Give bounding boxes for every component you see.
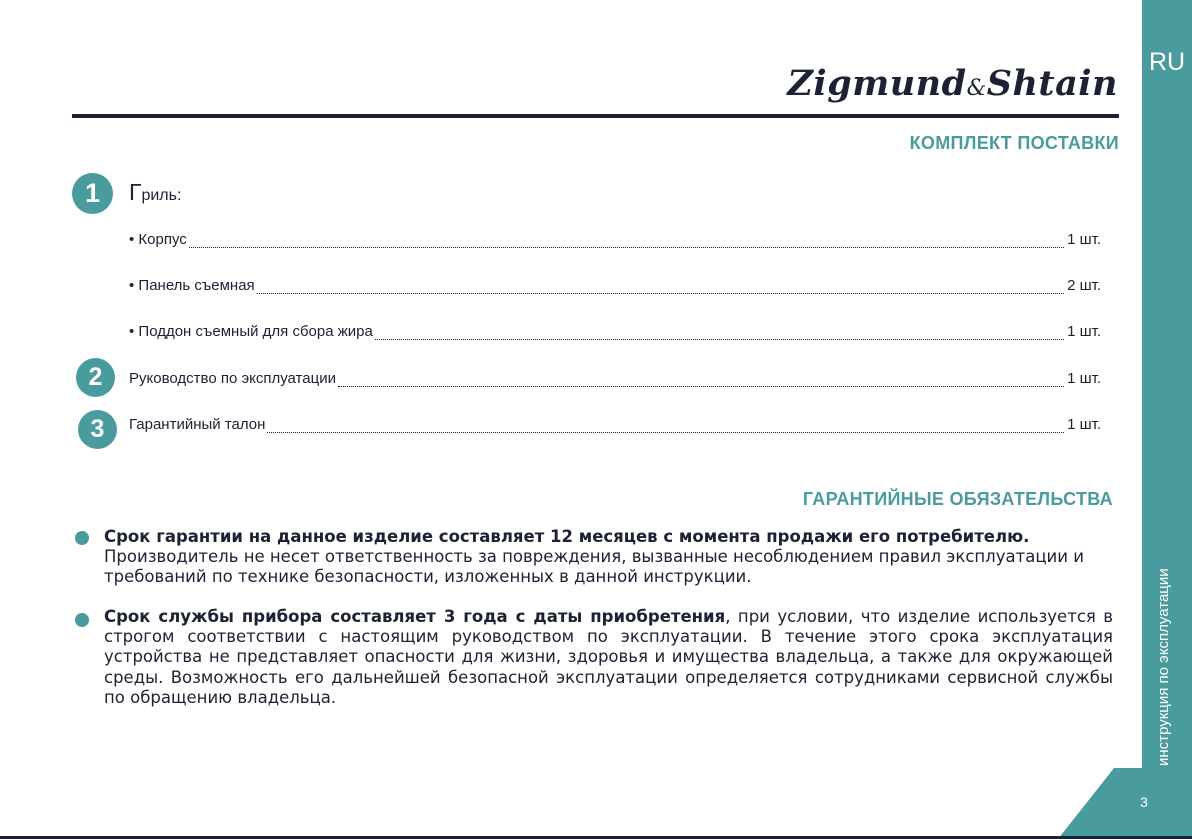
kit-item-qty: 1 шт. [1067,416,1101,433]
kit-subitem-qty: 1 шт. [1067,323,1101,340]
service-life-paragraph-bold: Срок службы прибора составляет 3 года с даты приобретения [104,607,726,626]
kit-subitem-row [129,277,1101,297]
brand-logo-amp: & [966,76,987,101]
kit-subitem-row [129,231,1101,251]
brand-logo [787,63,1118,104]
dot-leader [257,292,1064,294]
kit-subitem-label: • Корпус [129,231,187,248]
kit-item-row [129,416,1101,436]
grill-label-rest: риль: [141,187,182,204]
language-label: RU [1148,48,1186,76]
dot-leader [338,385,1064,387]
page-corner-shape [1058,768,1192,839]
warranty-paragraph [104,527,1113,588]
kit-item-label: Гарантийный талон [129,416,266,433]
kit-subitem-qty: 2 шт. [1067,277,1101,294]
kit-item-label: Руководство по эксплуатации [129,370,336,387]
warranty-paragraph-text: Производитель не несет ответственность за повреждения, вызванные несоблюдением правил эксплуатации и требований по технике безопасности, изложенных в данной инструкции. [104,547,1084,587]
dot-leader [375,338,1064,340]
kit-subitem-label: • Поддон съемный для сбора жира [129,323,373,340]
item-number-badge: 3 [78,410,117,449]
brand-logo-right: Shtain [986,63,1118,104]
header-rule [72,114,1119,118]
dot-leader [189,246,1064,248]
item-number-badge: 2 [76,358,115,397]
grill-label-initial: Г [129,179,142,205]
dot-leader [267,431,1064,433]
kit-subitem-row [129,323,1101,343]
grill-label [129,179,181,206]
service-life-paragraph-text: , при условии, что изделие используется в строгом соответствии с настоящим руководством по эксплуатации. В течение этого срока эксплуатация устройства не представляет опасности для жизни, здоровья и имущества владельца, а также для окружающей среды. Возможность его дальнейшей безопасной эксплуатации определяется сотрудниками сервисной службы по обращению владельца. [104,607,1114,707]
brand-logo-left: Zigmund [787,63,967,104]
service-life-paragraph [104,607,1113,708]
sidebar-vertical-text: инструкция по эксплуатации [1155,568,1172,766]
kit-section-title: КОМПЛЕКТ ПОСТАВКИ [909,133,1119,153]
warranty-section-title: ГАРАНТИЙНЫЕ ОБЯЗАТЕЛЬСТВА [802,489,1113,509]
item-number-badge: 1 [72,173,113,214]
page-number: 3 [1140,794,1148,810]
kit-subitem-label: • Панель съемная [129,277,255,294]
kit-subitem-qty: 1 шт. [1067,231,1101,248]
bullet-dot [75,613,89,627]
warranty-paragraph-bold: Срок гарантии на данное изделие составляет 12 месяцев с момента продажи его потребителю. [104,527,1030,546]
kit-item-qty: 1 шт. [1067,370,1101,387]
kit-item-row [129,370,1101,390]
bullet-dot [75,531,89,545]
